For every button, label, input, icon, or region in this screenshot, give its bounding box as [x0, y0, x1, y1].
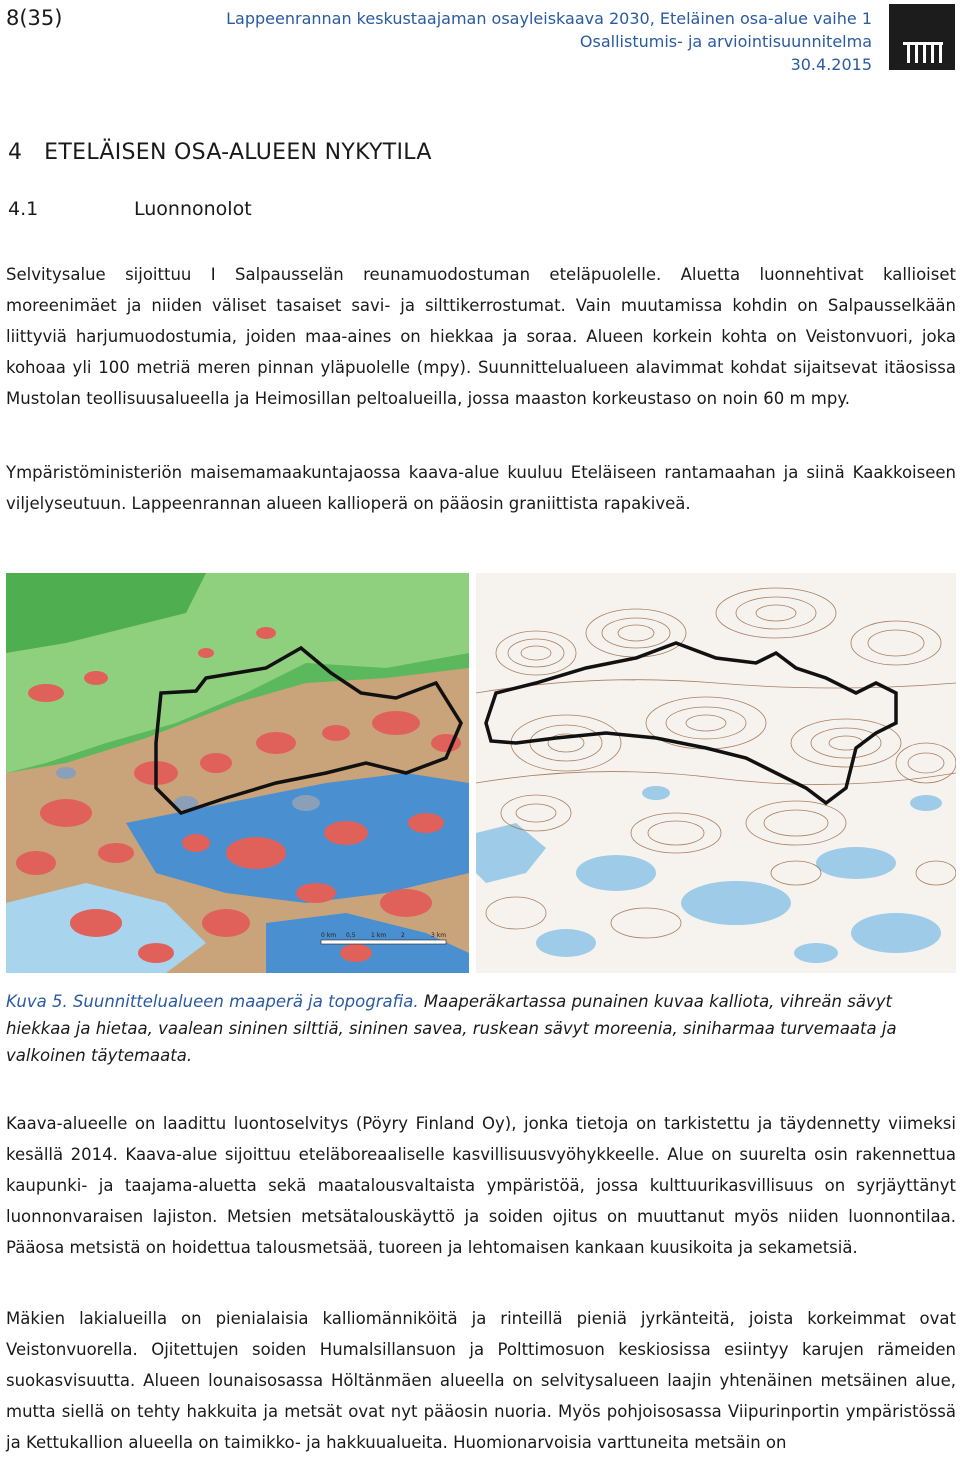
- scale-label: 3 km: [431, 932, 447, 939]
- figure-caption-label: Kuva 5. Suunnittelualueen maaperä ja topografia.: [6, 992, 419, 1011]
- subsection-heading: [8, 198, 252, 220]
- soil-map: [6, 573, 469, 973]
- paragraph-geology: Selvitysalue sijoittuu I Salpausselän reunamuodostuman eteläpuolelle. Aluetta luonnehtivat kallioiset moreenimäet ja niiden väliset tasaiset savi- ja silttikerrostumat. Vain muutamissa kohdin on Salpausselkään liittyviä harjumuodostumia, joiden maa-aines on hiekkaa ja soraa. Alueen korkein kohta on Veistonvuori, joka kohoaa yli 100 metriä meren pinnan yläpuolelle (mpy). Suunnittelualueen alavimmat kohdat sijaitsevat itäosissa Mustolan teollisuusalueella ja Heimosillan peltoalueilla, jossa maaston korkeustaso on noin 60 m mpy.: [6, 265, 956, 408]
- paragraph-forests: Mäkien lakialueilla on pienialaisia kalliomänniköitä ja rinteillä pieniä jyrkänteitä, joista korkeimmat ovat Veistonvuorella. Ojitettujen soiden Humalsillansuon ja Polttimosuon keskiosissa esiintyy karujen rämeiden suokasvisuutta. Alueen lounaisosassa Höltänmäen alueella on selvitysalueen laajin yhtenäinen metsäinen alue, mutta siellä on tehty hakkuita ja metsät ovat nyt pääosin nuoria. Myös pohjoisosassa Viipurinportin ympäristössä ja Kettukallion alueella on taimikko- ja hakkuualueita. Huomionarvoisia varttuneita metsäin on: [6, 1309, 956, 1452]
- figure-caption-text: Maaperäkartassa punainen kuvaa kalliota, vihreän sävyt hiekkaa ja hietaa, vaalean sininen silttiä, sininen savea, ruskean sävyt moreenia, siniharmaa turvemaata ja valkoinen täytemaata.: [6, 992, 897, 1065]
- scale-label: 1 km: [371, 932, 387, 939]
- topographic-map: [476, 573, 956, 973]
- scale-label: 0,5: [346, 932, 356, 939]
- paragraph-vegetation: Kaava-alueelle on laadittu luontoselvitys (Pöyry Finland Oy), jonka tietoja on tarkistettu ja täydennetty viimeksi kesällä 2014. Kaava-alue sijoittuu eteläboreaaliselle kasvillisuusvyöhykkeelle. Alue on suurelta osin rakennettua kaupunki- ja taajama-aluetta sekä maatalousvaltaista ympäristöä, jossa kulttuurikasvillisuus on syrjäyttänyt luonnonvaraisen lajiston. Metsien metsätalouskäyttö ja soiden ojitus on muuttanut myös niiden luonnontilaa. Pääosa metsistä on hoidettua talousmetsää, tuoreen ja lehtomaisen kankaan kuusikoita ja sekametsiä.: [6, 1114, 956, 1257]
- page-number: 8(35): [6, 6, 63, 30]
- document-title: Lappeenrannan keskustaajaman osayleiskaava 2030, Eteläinen osa-alue vaihe 1: [226, 9, 872, 28]
- document-subtitle: Osallistumis- ja arviointisuunnitelma: [579, 32, 872, 51]
- section-heading: 4 ETELÄISEN OSA-ALUEEN NYKYTILA: [8, 140, 432, 165]
- paragraph-landscape: Ympäristöministeriön maisemamaakuntajaossa kaava-alue kuuluu Eteläiseen rantamaahan ja siinä Kaakkoiseen viljelyseutuun. Lappeenrannan alueen kallioperä on pääosin graniittista rapakiveä.: [6, 463, 956, 513]
- figure-caption: [6, 988, 956, 1069]
- scale-label: 0 km: [321, 932, 337, 939]
- document-date: 30.4.2015: [790, 55, 872, 74]
- ramboll-logo-icon: [889, 4, 955, 70]
- scale-label: 2: [401, 932, 405, 939]
- subsection-number: 4.1: [8, 198, 39, 220]
- subsection-title: Luonnonolot: [134, 198, 252, 220]
